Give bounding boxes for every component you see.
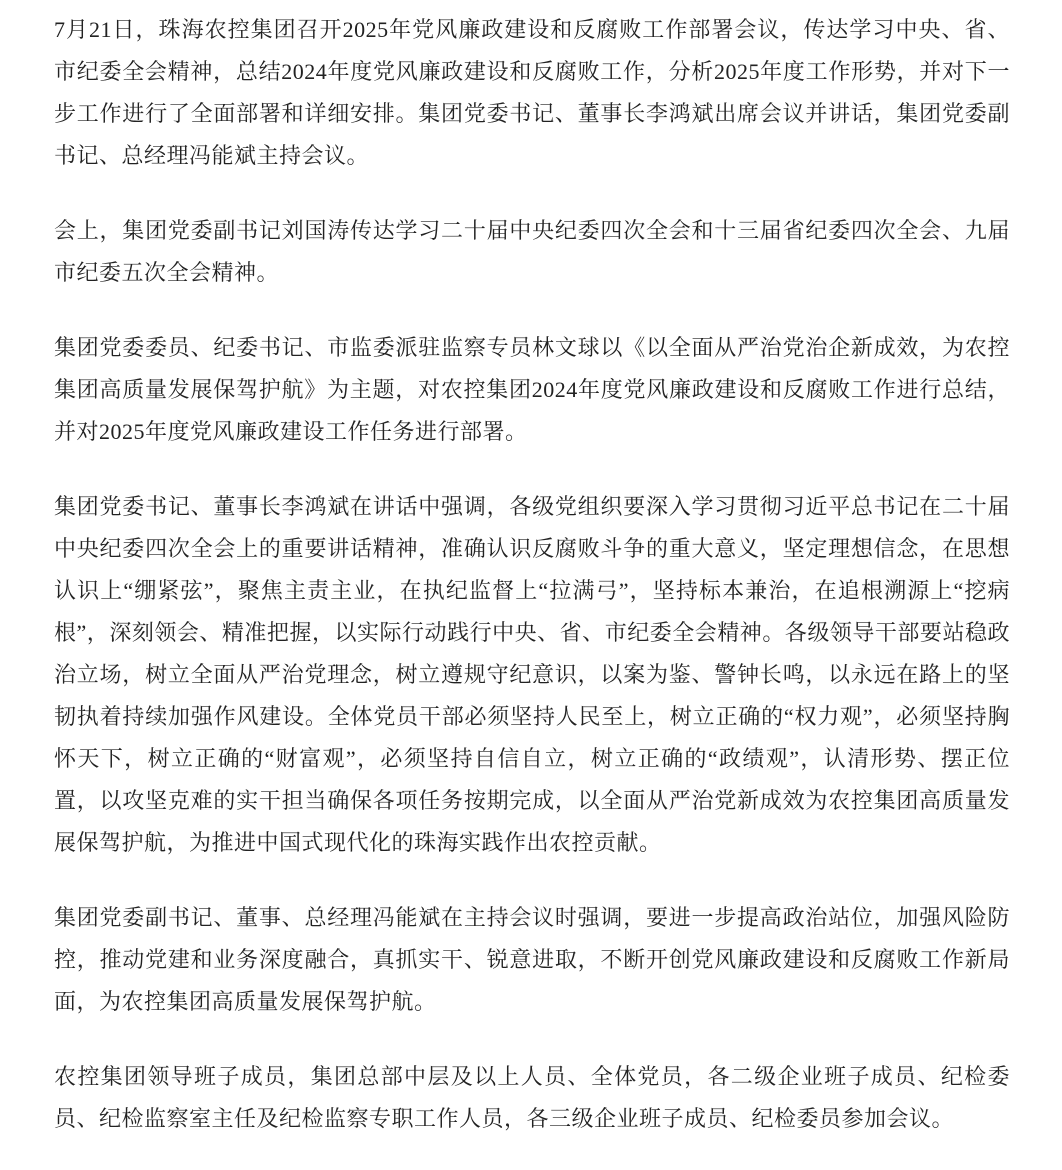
article-body (54, 9, 1010, 1140)
paragraph-attendees: 农控集团领导班子成员，集团总部中层及以上人员、全体党员，各二级企业班子成员、纪检委员、纪检监察室主任及纪检监察专职工作人员，各三级企业班子成员、纪检委员参加会议。 (54, 1064, 1010, 1131)
paragraph-spirit-relay: 会上，集团党委副书记刘国涛传达学习二十届中央纪委四次全会和十三届省纪委四次全会、九届市纪委五次全会精神。 (54, 218, 1010, 285)
paragraph-general-manager-remarks: 集团党委副书记、董事、总经理冯能斌在主持会议时强调，要进一步提高政治站位，加强风险防控，推动党建和业务深度融合，真抓实干、锐意进取，不断开创党风廉政建设和反腐败工作新局面，为农控集团高质量发展保驾护航。 (54, 905, 1010, 1014)
paragraph-discipline-report: 集团党委委员、纪委书记、市监委派驻监察专员林文球以《以全面从严治党治企新成效，为农控集团高质量发展保驾护航》为主题，对农控集团2024年度党风廉政建设和反腐败工作进行总结，并对2025年度党风廉政建设工作任务进行部署。 (54, 335, 1010, 444)
paragraph-meeting-overview: 7月21日，珠海农控集团召开2025年党风廉政建设和反腐败工作部署会议，传达学习中央、省、市纪委全会精神，总结2024年度党风廉政建设和反腐败工作，分析2025年度工作形势，并对下一步工作进行了全面部署和详细安排。集团党委书记、董事长李鸿斌出席会议并讲话，集团党委副书记、总经理冯能斌主持会议。 (54, 17, 1010, 168)
paragraph-chairman-speech: 集团党委书记、董事长李鸿斌在讲话中强调，各级党组织要深入学习贯彻习近平总书记在二十届中央纪委四次全会上的重要讲话精神，准确认识反腐败斗争的重大意义，坚定理想信念，在思想认识上“绷紧弦”，聚焦主责主业，在执纪监督上“拉满弓”，坚持标本兼治，在追根溯源上“挖病根”，深刻领会、精准把握，以实际行动践行中央、省、市纪委全会精神。各级领导干部要站稳政治立场，树立全面从严治党理念，树立遵规守纪意识，以案为鉴、警钟长鸣，以永远在路上的坚韧执着持续加强作风建设。全体党员干部必须坚持人民至上，树立正确的“权力观”，必须坚持胸怀天下，树立正确的“财富观”，必须坚持自信自立，树立正确的“政绩观”，认清形势、摆正位置，以攻坚克难的实干担当确保各项任务按期完成，以全面从严治党新成效为农控集团高质量发展保驾护航，为推进中国式现代化的珠海实践作出农控贡献。 (54, 494, 1010, 855)
